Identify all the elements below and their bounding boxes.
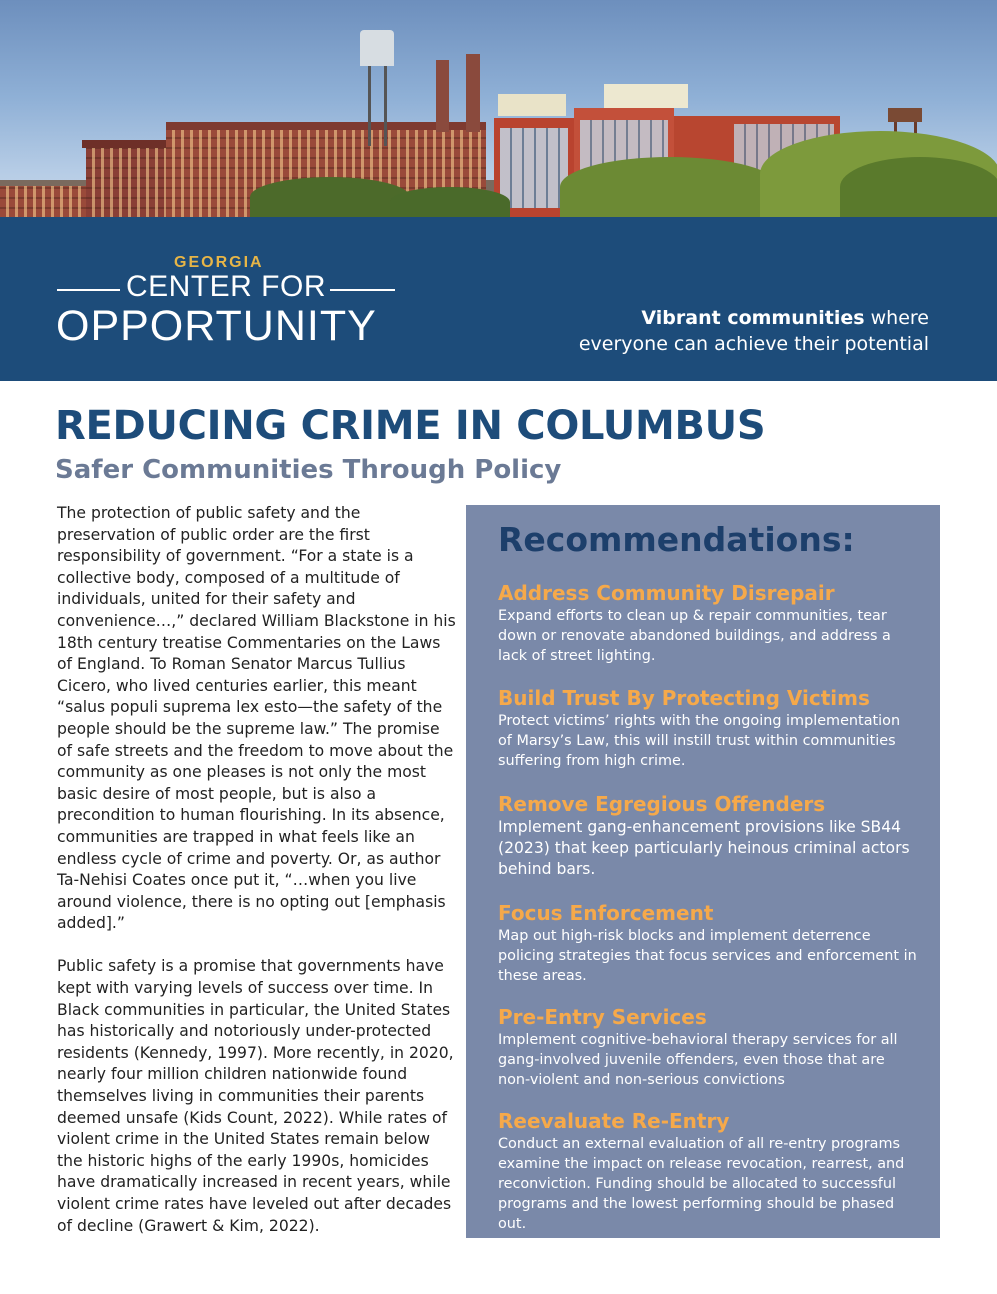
tagline-rest2: everyone can achieve their potential xyxy=(578,333,929,355)
recommendation-title: Reevaluate Re-Entry xyxy=(498,1109,730,1133)
recommendation-item xyxy=(498,900,918,986)
recommendation-item xyxy=(498,1004,918,1090)
recommendation-text: Conduct an external evaluation of all re-entry programs examine the impact on release revocation, rearrest, and reconviction. Funding should be allocated to successful programs and the lowest performing should be phased out. xyxy=(498,1136,905,1232)
body-paragraph: Public safety is a promise that governments have kept with varying levels of success over time. In Black communities in particular, the United States has historically and notoriously under-protected residents (Kennedy, 1997). More recently, in 2020, nearly four million children nationwide found themselves living in communities their parents deemed unsafe (Kids Count, 2022). While rates of violent crime in the United States remain below the historic highs of the early 1990s, homicides have dramatically increased in recent years, while violent crime rates have leveled out after decades of decline (Grawert & Kim, 2022). xyxy=(57,957,454,1235)
header-skyline-photo xyxy=(0,0,997,217)
body-paragraph: The protection of public safety and the preservation of public order are the first responsibility of government. “For a state is a collective body, composed of a multitude of individuals, united for their safety and convenience…,” declared William Blackstone in his 18th century treatise Commentaries on the Laws of England. To Roman Senator Marcus Tullius Cicero, who lived centuries earlier, this meant “salus populi suprema lex esto—the safety of the people should be the supreme law.” The promise of safe streets and the freedom to move about the community as one pleases is not only the most basic desire of most people, but is also a precondition to human flourishing. In its absence, communities are trapped in what feels like an endless cycle of crime and poverty. Or, as author Ta-Nehisi Coates once put it, “…when you live around violence, there is no opting out [emphasis added].” xyxy=(57,504,456,933)
logo-rule-right xyxy=(330,289,395,291)
page-title: REDUCING CRIME IN COLUMBUS xyxy=(55,403,766,449)
logo-rule-left xyxy=(57,289,120,291)
logo-state: GEORGIA xyxy=(174,254,264,271)
body-text-column xyxy=(57,503,457,1259)
recommendation-text: Protect victims’ rights with the ongoing implementation of Marsy’s Law, this will instill trust within communities suffering from high crime. xyxy=(498,713,901,769)
tagline xyxy=(579,305,929,357)
recommendation-title: Remove Egregious Offenders xyxy=(498,792,826,816)
recommendation-text: Implement cognitive-behavioral therapy services for all gang-involved juvenile offenders, even those that are non-violent and non-serious convictions xyxy=(498,1032,898,1088)
recommendations-heading: Recommendations: xyxy=(498,520,855,559)
recommendation-item xyxy=(498,1108,918,1234)
logo-line2: OPPORTUNITY xyxy=(56,302,377,350)
recommendation-text: Implement gang-enhancement provisions like SB44 (2023) that keep particularly heinous criminal actors behind bars. xyxy=(498,818,910,878)
tagline-rest1: where xyxy=(864,307,929,329)
recommendation-item xyxy=(498,685,918,771)
recommendation-title: Address Community Disrepair xyxy=(498,581,835,605)
page-subtitle: Safer Communities Through Policy xyxy=(55,455,562,485)
recommendation-title: Build Trust By Protecting Victims xyxy=(498,686,870,710)
recommendation-item xyxy=(498,791,918,880)
recommendation-text: Map out high-risk blocks and implement deterrence policing strategies that focus services and enforcement in these areas. xyxy=(498,928,917,984)
recommendation-title: Pre-Entry Services xyxy=(498,1005,707,1029)
recommendation-text: Expand efforts to clean up & repair communities, tear down or renovate abandoned buildings, and address a lack of street lighting. xyxy=(498,608,891,664)
logo-line1: CENTER FOR xyxy=(126,270,326,303)
recommendation-item xyxy=(498,580,918,666)
tagline-bold: Vibrant communities xyxy=(641,307,865,329)
recommendation-title: Focus Enforcement xyxy=(498,901,714,925)
